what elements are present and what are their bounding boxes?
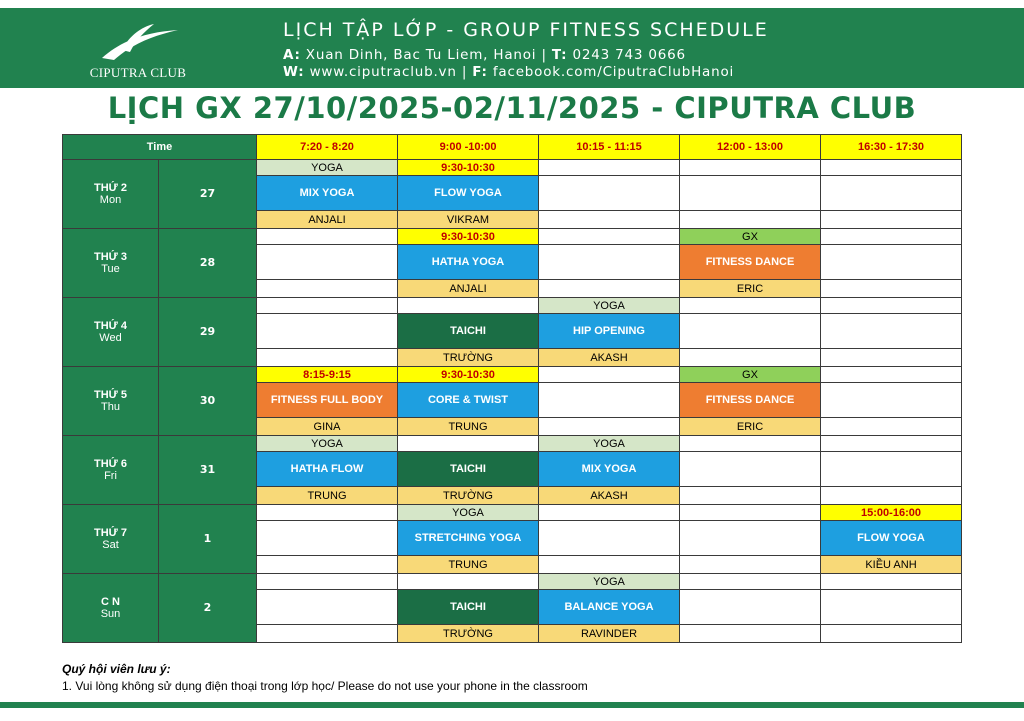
day-name-en: Sat bbox=[102, 539, 119, 551]
separator: | bbox=[461, 64, 473, 80]
header-row bbox=[63, 135, 962, 160]
empty-cell bbox=[257, 349, 398, 367]
facebook-link[interactable]: facebook.com/CiputraClubHanoi bbox=[492, 64, 735, 80]
empty-cell bbox=[257, 314, 398, 349]
empty-cell bbox=[539, 505, 680, 521]
schedule-cell: 9:30-10:30 bbox=[398, 229, 539, 245]
day-date-number: 1 bbox=[159, 505, 257, 574]
day-name-vi: THỨ 5 bbox=[94, 389, 127, 401]
empty-cell bbox=[257, 521, 398, 556]
day-date-number: 27 bbox=[159, 160, 257, 229]
schedule-cell: BALANCE YOGA bbox=[539, 590, 680, 625]
schedule-cell: HATHA YOGA bbox=[398, 245, 539, 280]
empty-cell bbox=[539, 521, 680, 556]
schedule-table bbox=[62, 134, 962, 643]
schedule-cell: HATHA FLOW bbox=[257, 452, 398, 487]
schedule-cell: FITNESS DANCE bbox=[680, 383, 821, 418]
day-name-cell bbox=[63, 505, 159, 574]
empty-cell bbox=[680, 487, 821, 505]
empty-cell bbox=[821, 349, 962, 367]
schedule-cell: FITNESS FULL BODY bbox=[257, 383, 398, 418]
day-name-vi: C N bbox=[101, 596, 120, 608]
note-item: 1. Vui lòng không sử dụng điện thoại trong lớp học/ Please do not use your phone in the classroom bbox=[62, 679, 588, 693]
time-header: Time bbox=[63, 135, 257, 160]
schedule-cell: YOGA bbox=[539, 298, 680, 314]
bottom-bar bbox=[0, 702, 1024, 708]
empty-cell bbox=[257, 298, 398, 314]
empty-cell bbox=[539, 556, 680, 574]
empty-cell bbox=[680, 505, 821, 521]
empty-cell bbox=[821, 574, 962, 590]
empty-cell bbox=[821, 436, 962, 452]
empty-cell bbox=[257, 280, 398, 298]
empty-cell bbox=[821, 418, 962, 436]
empty-cell bbox=[680, 574, 821, 590]
logo-text: CIPUTRA CLUB bbox=[89, 65, 187, 80]
schedule-cell: 15:00-16:00 bbox=[821, 505, 962, 521]
table-row bbox=[63, 367, 962, 383]
header-info bbox=[283, 19, 769, 81]
notes-heading: Quý hội viên lưu ý: bbox=[62, 662, 171, 676]
empty-cell bbox=[821, 625, 962, 643]
notes-section bbox=[62, 662, 588, 693]
empty-cell bbox=[680, 452, 821, 487]
schedule-cell: TRƯỜNG bbox=[398, 349, 539, 367]
day-date-number: 29 bbox=[159, 298, 257, 367]
web-link[interactable]: www.ciputraclub.vn bbox=[309, 64, 457, 80]
schedule-cell: YOGA bbox=[257, 160, 398, 176]
schedule-cell: ERIC bbox=[680, 280, 821, 298]
schedule-cell: YOGA bbox=[539, 574, 680, 590]
schedule-cell: ANJALI bbox=[257, 211, 398, 229]
day-name-en: Sun bbox=[100, 608, 121, 620]
phone-text: 0243 743 0666 bbox=[572, 47, 686, 63]
schedule-cell: YOGA bbox=[257, 436, 398, 452]
schedule-cell: VIKRAM bbox=[398, 211, 539, 229]
schedule-cell: FLOW YOGA bbox=[398, 176, 539, 211]
empty-cell bbox=[539, 245, 680, 280]
empty-cell bbox=[680, 436, 821, 452]
slot-header: 12:00 - 13:00 bbox=[680, 135, 821, 160]
empty-cell bbox=[539, 280, 680, 298]
schedule-cell: 9:30-10:30 bbox=[398, 367, 539, 383]
empty-cell bbox=[821, 487, 962, 505]
schedule-cell: HIP OPENING bbox=[539, 314, 680, 349]
day-date-number: 31 bbox=[159, 436, 257, 505]
schedule-cell: TAICHI bbox=[398, 452, 539, 487]
schedule-cell: ERIC bbox=[680, 418, 821, 436]
schedule-cell: ANJALI bbox=[398, 280, 539, 298]
table-row bbox=[63, 436, 962, 452]
facebook-label: F: bbox=[472, 64, 488, 80]
empty-cell bbox=[539, 211, 680, 229]
schedule-cell: FITNESS DANCE bbox=[680, 245, 821, 280]
schedule-cell: FLOW YOGA bbox=[821, 521, 962, 556]
schedule-body bbox=[63, 160, 962, 643]
empty-cell bbox=[680, 349, 821, 367]
empty-cell bbox=[680, 314, 821, 349]
schedule-cell: TRUNG bbox=[398, 556, 539, 574]
schedule-cell: GINA bbox=[257, 418, 398, 436]
empty-cell bbox=[398, 436, 539, 452]
empty-cell bbox=[821, 298, 962, 314]
day-name-vi: THỨ 6 bbox=[94, 458, 127, 470]
day-name-cell bbox=[63, 436, 159, 505]
day-date-number: 30 bbox=[159, 367, 257, 436]
schedule-cell: YOGA bbox=[539, 436, 680, 452]
contact-line-1 bbox=[283, 47, 769, 64]
swoosh-icon bbox=[92, 20, 184, 64]
empty-cell bbox=[257, 556, 398, 574]
day-name-cell bbox=[63, 574, 159, 643]
schedule-cell: AKASH bbox=[539, 487, 680, 505]
empty-cell bbox=[539, 229, 680, 245]
schedule-cell: CORE & TWIST bbox=[398, 383, 539, 418]
schedule-cell: MIX YOGA bbox=[257, 176, 398, 211]
table-row bbox=[63, 574, 962, 590]
empty-cell bbox=[539, 176, 680, 211]
schedule-cell: YOGA bbox=[398, 505, 539, 521]
empty-cell bbox=[398, 298, 539, 314]
schedule-cell: TRƯỜNG bbox=[398, 625, 539, 643]
schedule-cell: 8:15-9:15 bbox=[257, 367, 398, 383]
empty-cell bbox=[257, 590, 398, 625]
day-name-cell bbox=[63, 367, 159, 436]
empty-cell bbox=[821, 245, 962, 280]
table-row bbox=[63, 229, 962, 245]
empty-cell bbox=[539, 418, 680, 436]
empty-cell bbox=[821, 590, 962, 625]
empty-cell bbox=[821, 280, 962, 298]
slot-header: 7:20 - 8:20 bbox=[257, 135, 398, 160]
day-name-en: Fri bbox=[104, 470, 117, 482]
empty-cell bbox=[821, 211, 962, 229]
contact-line-2 bbox=[283, 64, 769, 81]
day-name-vi: THỨ 7 bbox=[94, 527, 127, 539]
address-label: A: bbox=[283, 47, 301, 63]
schedule-cell: TAICHI bbox=[398, 590, 539, 625]
empty-cell bbox=[680, 556, 821, 574]
empty-cell bbox=[257, 245, 398, 280]
empty-cell bbox=[680, 298, 821, 314]
schedule-cell: MIX YOGA bbox=[539, 452, 680, 487]
slot-header: 9:00 -10:00 bbox=[398, 135, 539, 160]
slot-header: 10:15 - 11:15 bbox=[539, 135, 680, 160]
day-name-vi: THỨ 3 bbox=[94, 251, 127, 263]
day-name-vi: THỨ 4 bbox=[94, 320, 127, 332]
schedule-cell: KIỀU ANH bbox=[821, 556, 962, 574]
schedule-cell: 9:30-10:30 bbox=[398, 160, 539, 176]
schedule-cell: TRUNG bbox=[398, 418, 539, 436]
schedule-title: LỊCH GX 27/10/2025-02/11/2025 - CIPUTRA CLUB bbox=[107, 91, 917, 125]
day-name-vi: THỨ 2 bbox=[94, 182, 127, 194]
separator: | bbox=[541, 47, 552, 63]
schedule-cell: RAVINDER bbox=[539, 625, 680, 643]
address-text: Xuan Dinh, Bac Tu Liem, Hanoi bbox=[305, 47, 537, 63]
day-name-en: Mon bbox=[99, 194, 122, 206]
schedule-cell: TRƯỜNG bbox=[398, 487, 539, 505]
empty-cell bbox=[821, 314, 962, 349]
empty-cell bbox=[680, 625, 821, 643]
day-name-cell bbox=[63, 298, 159, 367]
table-row bbox=[63, 298, 962, 314]
day-name-cell bbox=[63, 229, 159, 298]
day-name-cell bbox=[63, 160, 159, 229]
empty-cell bbox=[821, 160, 962, 176]
empty-cell bbox=[257, 229, 398, 245]
phone-label: T: bbox=[551, 47, 568, 63]
header-banner bbox=[0, 8, 1024, 88]
empty-cell bbox=[821, 383, 962, 418]
empty-cell bbox=[680, 160, 821, 176]
empty-cell bbox=[821, 452, 962, 487]
empty-cell bbox=[257, 505, 398, 521]
empty-cell bbox=[680, 176, 821, 211]
schedule-cell: TAICHI bbox=[398, 314, 539, 349]
empty-cell bbox=[398, 574, 539, 590]
day-date-number: 2 bbox=[159, 574, 257, 643]
empty-cell bbox=[680, 211, 821, 229]
slot-header: 16:30 - 17:30 bbox=[821, 135, 962, 160]
empty-cell bbox=[539, 367, 680, 383]
empty-cell bbox=[680, 590, 821, 625]
empty-cell bbox=[257, 574, 398, 590]
day-name-en: Thu bbox=[101, 401, 120, 413]
empty-cell bbox=[821, 229, 962, 245]
ciputra-club-logo bbox=[78, 20, 198, 82]
empty-cell bbox=[539, 160, 680, 176]
schedule-cell: GX bbox=[680, 229, 821, 245]
empty-cell bbox=[257, 625, 398, 643]
schedule-cell: STRETCHING YOGA bbox=[398, 521, 539, 556]
schedule-cell: AKASH bbox=[539, 349, 680, 367]
day-name-en: Tue bbox=[101, 263, 120, 275]
empty-cell bbox=[680, 521, 821, 556]
table-row bbox=[63, 505, 962, 521]
day-date-number: 28 bbox=[159, 229, 257, 298]
empty-cell bbox=[821, 367, 962, 383]
schedule-cell: GX bbox=[680, 367, 821, 383]
empty-cell bbox=[539, 383, 680, 418]
table-row bbox=[63, 160, 962, 176]
schedule-cell: TRUNG bbox=[257, 487, 398, 505]
header-title: LỊCH TẬP LỚP - GROUP FITNESS SCHEDULE bbox=[283, 19, 769, 41]
web-label: W: bbox=[283, 64, 305, 80]
day-name-en: Wed bbox=[99, 332, 122, 344]
empty-cell bbox=[821, 176, 962, 211]
